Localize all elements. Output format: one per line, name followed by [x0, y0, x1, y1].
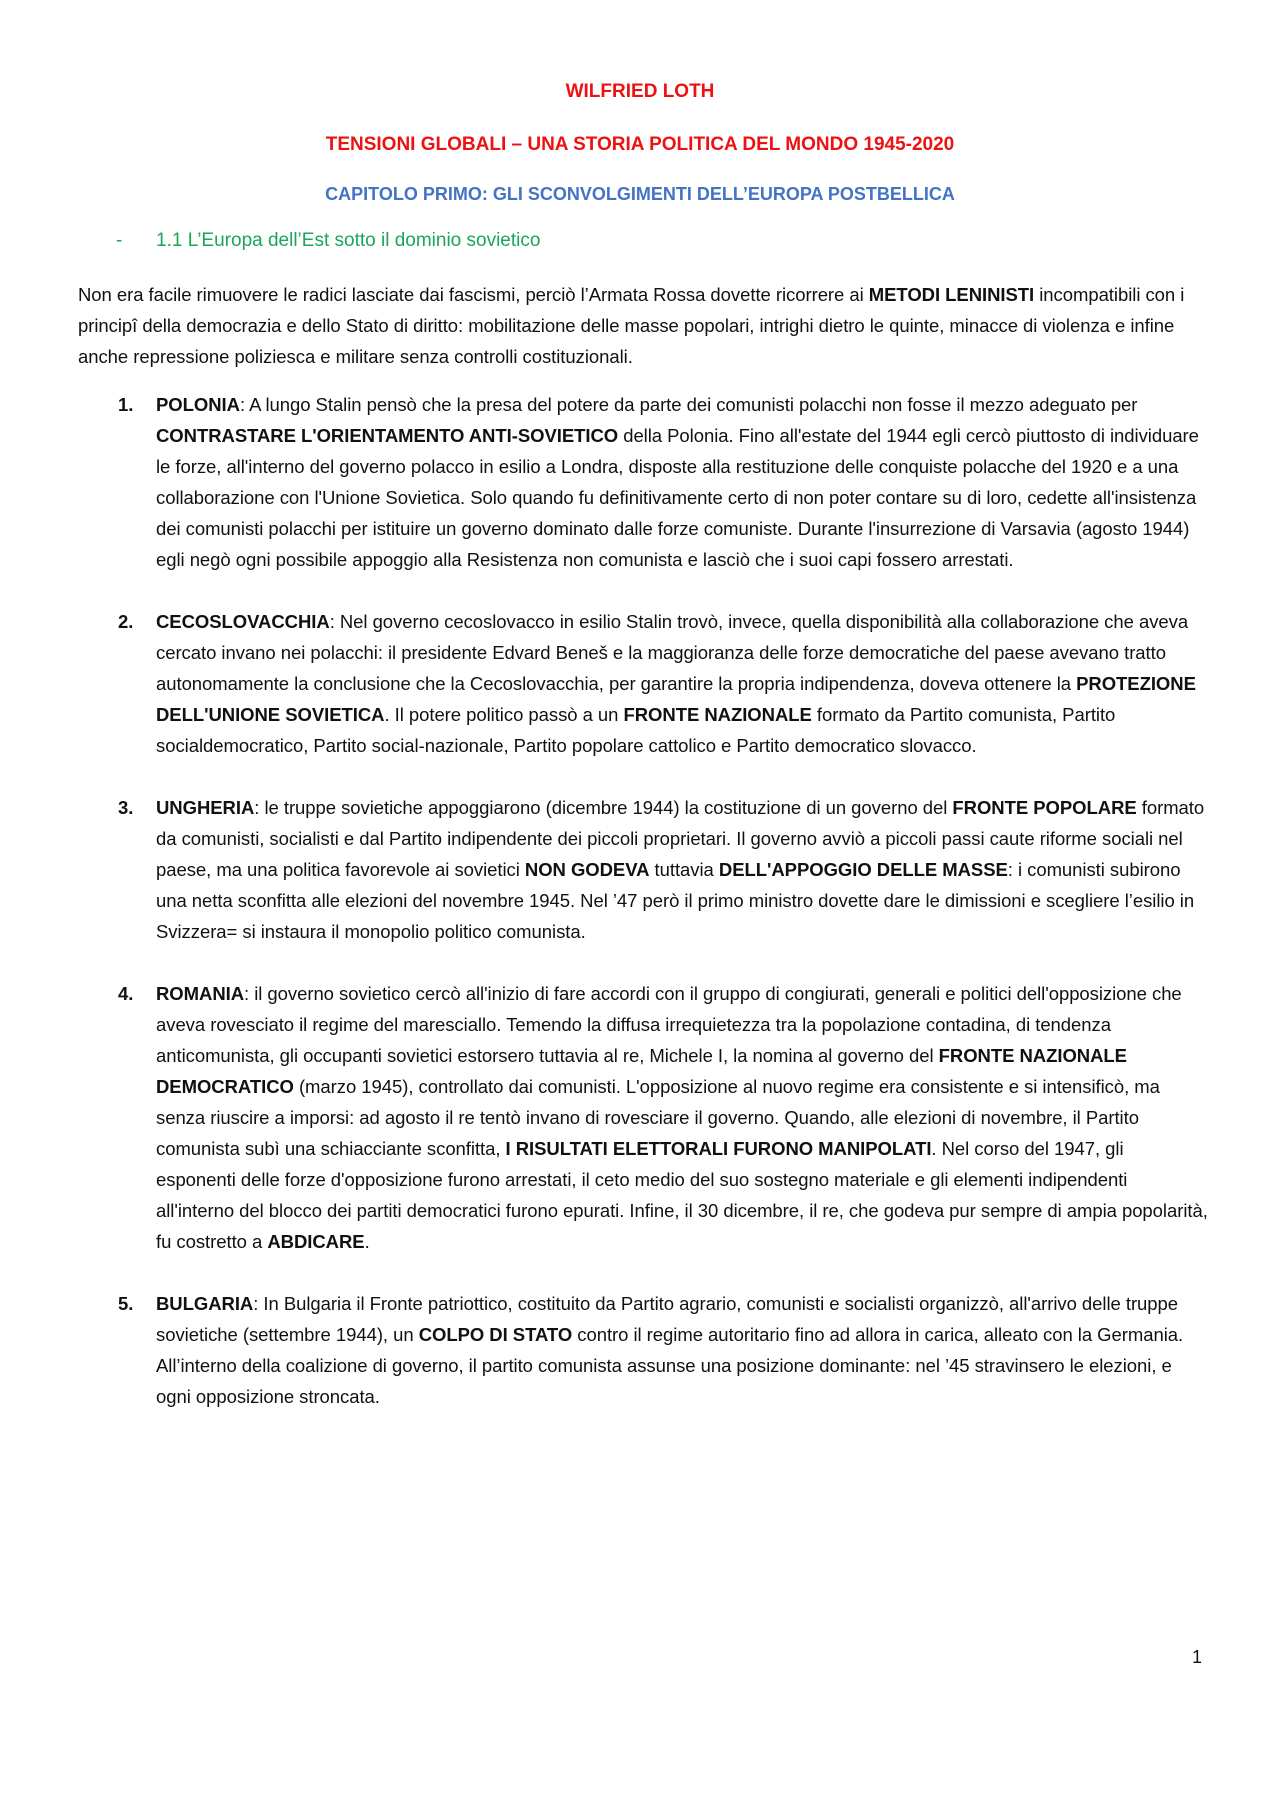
item-name: UNGHERIA — [156, 797, 255, 818]
item-text: . Il potere politico passò a un — [384, 704, 624, 725]
list-item-polonia — [118, 389, 1208, 575]
item-number: 2. — [118, 611, 134, 632]
item-text: : Nel governo cecoslovacco in esilio Stalin trovò, invece, quella disponibilità alla collaborazione che aveva cercato invano nei polacchi: il presidente Edvard Beneš e la maggioranza delle forze democratiche del paese avevano tratto autonomamente la conclusione che la Cecoslovacchia, per garantire la propria indipendenza, doveva ottenere la — [156, 611, 1189, 694]
item-text: : In Bulgaria il Fronte patriottico, costituito da Partito agrario, comunisti e socialisti organizzò, all'arrivo delle truppe sovietiche (settembre 1944), un — [156, 1293, 1179, 1345]
item-text: della Polonia. Fino all'estate del 1944 egli cercò piuttosto di individuare le forze, all'interno del governo polacco in esilio a Londra, disposte alla restituzione delle conquiste polacche del 1920 e a una collaborazione con l'Unione Sovietica. Solo quando fu definitivamente certo di non poter contare su di loro, cedette all'insistenza dei comunisti polacchi per istituire un governo dominato dalle forze comuniste. Durante l'insurrezione di Varsavia (agosto 1944) egli negò ogni possibile appoggio alla Resistenza non comunista e lasciò che i suoi capi fossero arrestati. — [156, 425, 1199, 570]
intro-bold: METODI LENINISTI — [868, 284, 1035, 305]
item-bold: FRONTE NAZIONALE — [623, 704, 812, 725]
item-bold: PROTEZIONE DELL'UNIONE SOVIETICA — [156, 673, 1196, 725]
item-text: . — [364, 1231, 370, 1252]
item-bold: I RISULTATI ELETTORALI FURONO MANIPOLATI — [505, 1138, 932, 1159]
item-text: : A lungo Stalin pensò che la presa del potere da parte dei comunisti polacchi non fosse il mezzo adeguato per — [239, 394, 1138, 415]
list-item-bulgaria — [118, 1288, 1208, 1412]
item-text: (marzo 1945), controllato dai comunisti. L'opposizione al nuovo regime era consistente e si intensificò, ma senza riuscire a imporsi: ad agosto il re tentò invano di rovesciare il governo. Quando, alle elezioni di novembre, il Partito comunista subì una schiacciante sconfitta, — [156, 1076, 1160, 1159]
item-text: formato da comunisti, socialisti e dal Partito indipendente dei piccoli proprietari. Il governo avviò a piccoli passi caute riforme sociali nel paese, ma una politica favorevole ai sovietici — [156, 797, 1205, 880]
list-item-ungheria — [118, 792, 1208, 947]
item-name: ROMANIA — [156, 983, 245, 1004]
page-number: 1 — [1192, 1647, 1203, 1667]
item-text: contro il regime autoritario fino ad allora in carica, alleato con la Germania. All’interno della coalizione di governo, il partito comunista assunse una posizione dominante: nel ’45 stravinsero le elezioni, e ogni opposizione stroncata. — [156, 1324, 1184, 1407]
item-text: : le truppe sovietiche appoggiarono (dicembre 1944) la costituzione di un governo del — [254, 797, 953, 818]
book-title: TENSIONI GLOBALI – UNA STORIA POLITICA DEL MONDO 1945-2020 — [325, 134, 955, 155]
item-text: . Nel corso del 1947, gli esponenti delle forze d'opposizione furono arrestati, il ceto medio del suo sostegno materiale e gli elementi indipendenti all'interno del blocco dei partiti democratici furono epurati. Infine, il 30 dicembre, il re, che godeva pur sempre di ampia popolarità, fu costretto a — [156, 1138, 1208, 1252]
item-bold: NON GODEVA — [524, 859, 650, 880]
item-name: CECOSLOVACCHIA — [156, 611, 330, 632]
list-item-romania — [118, 978, 1208, 1257]
intro-text: Non era facile rimuovere le radici lasciate dai fascismi, perciò l’Armata Rossa dovette ricorrere ai — [78, 284, 869, 305]
item-text: formato da Partito comunista, Partito socialdemocratico, Partito social-nazionale, Partito popolare cattolico e Partito democratico slovacco. — [156, 704, 1116, 756]
item-number: 3. — [118, 797, 134, 818]
item-bold: COLPO DI STATO — [418, 1324, 573, 1345]
item-bold: CONTRASTARE L'ORIENTAMENTO ANTI-SOVIETICO — [156, 425, 619, 446]
item-number: 4. — [118, 983, 134, 1004]
item-text: tuttavia — [649, 859, 719, 880]
item-bold: DELL'APPOGGIO DELLE MASSE — [718, 859, 1008, 880]
item-number: 5. — [118, 1293, 134, 1314]
chapter-title: CAPITOLO PRIMO: GLI SCONVOLGIMENTI DELL’EUROPA POSTBELLICA — [325, 184, 955, 204]
intro-paragraph — [78, 279, 1213, 372]
author-title: WILFRIED LOTH — [565, 81, 715, 102]
list-item-cecoslovacchia — [118, 606, 1208, 761]
section-title: 1.1 L’Europa dell’Est sotto il dominio sovietico — [156, 230, 541, 251]
item-bold: FRONTE NAZIONALE DEMOCRATICO — [156, 1045, 1127, 1097]
country-list — [118, 389, 1208, 1443]
intro-text: incompatibili con i principî della democrazia e dello Stato di diritto: mobilitazione delle masse popolari, intrighi dietro le quinte, minacce di violenza e infine anche repressione poliziesca e militare senza controlli costituzionali. — [78, 284, 1185, 367]
item-text: : i comunisti subirono una netta sconfitta alle elezioni del novembre 1945. Nel ’47 però il primo ministro dovette dare le dimissioni e scegliere l’esilio in Svizzera= si instaura il monopolio politico comunista. — [156, 859, 1195, 942]
section-heading — [116, 230, 540, 252]
section-bullet: - — [116, 230, 123, 251]
item-bold: FRONTE POPOLARE — [952, 797, 1137, 818]
item-number: 1. — [118, 394, 134, 415]
item-text: : il governo sovietico cercò all'inizio di fare accordi con il gruppo di congiurati, generali e politici dell'opposizione che aveva rovesciato il regime del maresciallo. Temendo la diffusa irrequietezza tra la popolazione contadina, di tendenza anticomunista, gli occupanti sovietici estorsero tuttavia al re, Michele I, la nomina al governo del — [156, 983, 1182, 1066]
item-bold: ABDICARE — [267, 1231, 365, 1252]
item-name: BULGARIA — [156, 1293, 254, 1314]
item-name: POLONIA — [156, 394, 240, 415]
